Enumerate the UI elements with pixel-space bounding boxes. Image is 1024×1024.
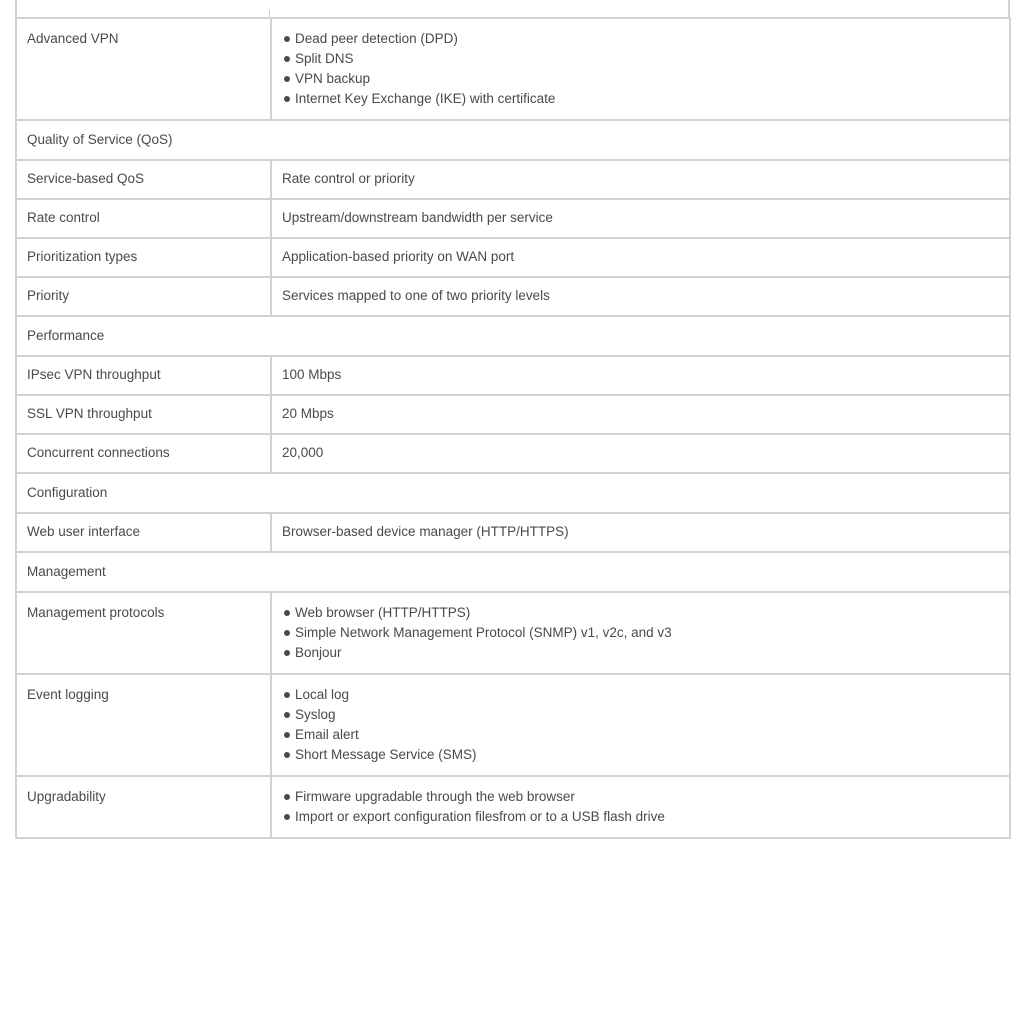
list-item: Firmware upgradable through the web browser — [282, 787, 999, 807]
list-item: Email alert — [282, 725, 999, 745]
list-item: Short Message Service (SMS) — [282, 745, 999, 765]
bullet-list — [282, 685, 999, 765]
spec-label: Rate control — [16, 199, 271, 238]
list-item: Simple Network Management Protocol (SNMP) v1, v2c, and v3 — [282, 623, 999, 643]
section-row — [16, 473, 1010, 513]
spec-value: 20,000 — [271, 434, 1010, 473]
spec-label: Advanced VPN — [16, 18, 271, 120]
table-row — [16, 199, 1010, 238]
spec-label: Prioritization types — [16, 238, 271, 277]
spec-value: Upstream/downstream bandwidth per service — [271, 199, 1010, 238]
section-row — [16, 120, 1010, 160]
table-row — [16, 434, 1010, 473]
spec-value: Application-based priority on WAN port — [271, 238, 1010, 277]
spec-value: Browser-based device manager (HTTP/HTTPS) — [271, 513, 1010, 552]
spec-value: 100 Mbps — [271, 356, 1010, 395]
bullet-list — [282, 603, 999, 663]
spec-label: Upgradability — [16, 776, 271, 838]
spec-value: 20 Mbps — [271, 395, 1010, 434]
list-item: Bonjour — [282, 643, 999, 663]
spec-value — [271, 674, 1010, 776]
bullet-list — [282, 29, 999, 109]
spec-value — [271, 18, 1010, 120]
list-item: VPN backup — [282, 69, 999, 89]
spec-table — [15, 17, 1011, 839]
section-header: Performance — [16, 316, 1010, 356]
spec-label: Concurrent connections — [16, 434, 271, 473]
section-row — [16, 552, 1010, 592]
table-row — [16, 356, 1010, 395]
table-top-continuation — [15, 0, 1010, 18]
list-item: Local log — [282, 685, 999, 705]
list-item: Web browser (HTTP/HTTPS) — [282, 603, 999, 623]
table-row — [16, 18, 1010, 120]
spec-value — [271, 776, 1010, 838]
list-item: Dead peer detection (DPD) — [282, 29, 999, 49]
list-item: Split DNS — [282, 49, 999, 69]
list-item: Syslog — [282, 705, 999, 725]
table-row — [16, 776, 1010, 838]
list-item: Import or export configuration filesfrom or to a USB flash drive — [282, 807, 999, 827]
section-row — [16, 316, 1010, 356]
spec-label: Priority — [16, 277, 271, 316]
table-row — [16, 674, 1010, 776]
spec-label: Event logging — [16, 674, 271, 776]
spec-label: Service-based QoS — [16, 160, 271, 199]
spec-label: SSL VPN throughput — [16, 395, 271, 434]
list-item: Internet Key Exchange (IKE) with certificate — [282, 89, 999, 109]
spec-label: Web user interface — [16, 513, 271, 552]
section-header: Management — [16, 552, 1010, 592]
spec-value: Rate control or priority — [271, 160, 1010, 199]
table-row — [16, 395, 1010, 434]
section-header: Quality of Service (QoS) — [16, 120, 1010, 160]
section-header: Configuration — [16, 473, 1010, 513]
spec-label: Management protocols — [16, 592, 271, 674]
table-row — [16, 238, 1010, 277]
bullet-list — [282, 787, 999, 827]
table-row — [16, 592, 1010, 674]
spec-value — [271, 592, 1010, 674]
spec-label: IPsec VPN throughput — [16, 356, 271, 395]
table-row — [16, 513, 1010, 552]
table-row — [16, 160, 1010, 199]
table-row — [16, 277, 1010, 316]
spec-value: Services mapped to one of two priority levels — [271, 277, 1010, 316]
